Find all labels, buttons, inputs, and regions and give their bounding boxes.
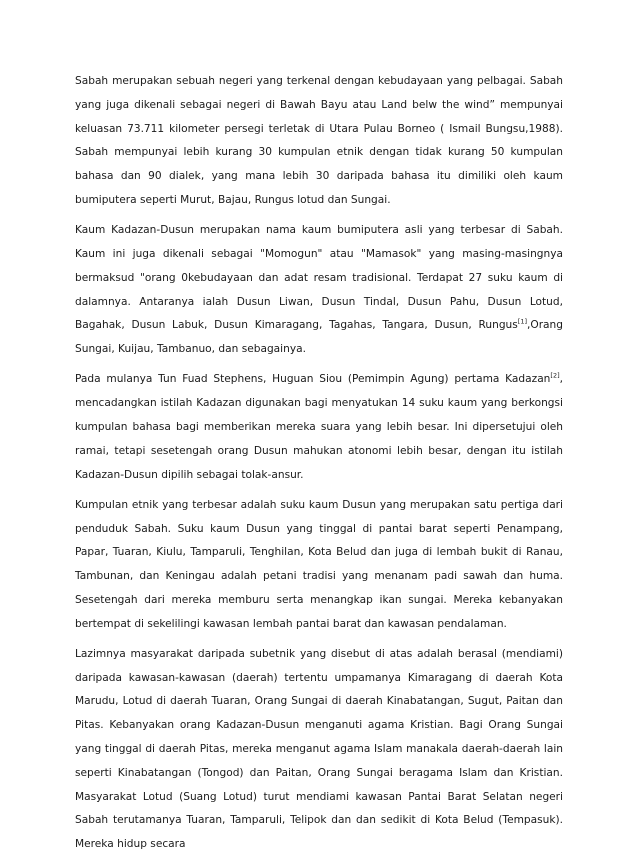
paragraph-fuad-stephens: [75, 368, 563, 487]
document-body: [75, 70, 563, 863]
paragraph-kadazan-dusun: [75, 219, 563, 362]
paragraph-text: , mencadangkan istilah Kadazan digunakan bagi menyatukan 14 suku kaum yang berkongsi kumpulan bahasa bagi memberikan mereka suara yang lebih besar. Ini dipersetujui oleh ramai, tetapi sesetengah orang Dusun mahukan atonomi lebih besar, dengan itu istilah Kadazan-Dusun dipilih sebagai tolak-ansur.: [75, 373, 563, 481]
paragraph-sabah-intro: [75, 70, 563, 213]
paragraph-text: ,Orang Sungai, Kuijau, Tambanuo, dan sebagainya.: [75, 319, 563, 356]
paragraph-text: Pada mulanya Tun Fuad Stephens, Huguan Siou (Pemimpin Agung) pertama Kadazan: [75, 373, 551, 386]
paragraph-text: Sabah merupakan sebuah negeri yang terkenal dengan kebudayaan yang pelbagai. Sabah yang juga dikenali sebagai negeri di Bawah Bayu atau Land belw the wind” mempunyai keluasan 73.711 kilometer persegi terletak di Utara Pulau Borneo ( Ismail Bungsu,1988). Sabah mempunyai lebih kurang 30 kumpulan etnik dengan tidak kurang 50 kumpulan bahasa dan 90 dialek, yang mana lebih 30 daripada bahasa itu dimiliki oleh kaum bumiputera seperti Murut, Bajau, Rungus lotud dan Sungai.: [75, 75, 563, 206]
paragraph-subethnic-origins: [75, 643, 563, 857]
paragraph-text: Kumpulan etnik yang terbesar adalah suku kaum Dusun yang merupakan satu pertiga dari penduduk Sabah. Suku kaum Dusun yang tinggal di pantai barat seperti Penampang, Papar, Tuaran, Kiulu, Tamparuli, Tenghilan, Kota Belud dan juga di lembah bukit di Ranau, Tambunan, dan Keningau adalah petani tradisi yang menanam padi sawah dan huma. Sesetengah dari mereka memburu serta menangkap ikan sungai. Mereka kebanyakan bertempat di sekelilingi kawasan lembah pantai barat dan kawasan pendalaman.: [75, 498, 563, 630]
footnote-reference[interactable]: [1]: [517, 317, 527, 326]
paragraph-text: Kaum Kadazan-Dusun merupakan nama kaum bumiputera asli yang terbesar di Sabah. Kaum ini juga dikenali sebagai "Momogun" atau "Mamasok" yang masing-masingnya bermaksud "orang 0kebudayaan dan adat resam tradisional. Terdapat 27 suku kaum di dalamnya. Antaranya ialah Dusun Liwan, Dusun Tindal, Dusun Pahu, Dusun Lotud, Bagahak, Dusun Labuk, Dusun Kimaragang, Tagahas, Tangara, Dusun, Rungus: [75, 224, 563, 332]
footnote-reference[interactable]: [2]: [550, 371, 560, 380]
paragraph-dusun-ethnic: [75, 494, 563, 637]
paragraph-text: Lazimnya masyarakat daripada subetnik yang disebut di atas adalah berasal (mendiami) daripada kawasan-kawasan (daerah) tertentu umpamanya Kimaragang di daerah Kota Marudu, Lotud di daerah Tuaran, Orang Sungai di daerah Kinabatangan, Sugut, Paitan dan Pitas. Kebanyakan orang Kadazan-Dusun menganuti agama Kristian. Bagi Orang Sungai yang tinggal di daerah Pitas, mereka menganut agama Islam manakala daerah-daerah lain seperti Kinabatangan (Tongod) dan Paitan, Orang Sungai beragama Islam dan Kristian. Masyarakat Lotud (Suang Lotud) turut mendiami kawasan Pantai Barat Selatan negeri Sabah terutamanya Tuaran, Tamparuli, Telipok dan dan sedikit di Kota Belud (Tempasuk). Mereka hidup secara: [75, 647, 563, 851]
